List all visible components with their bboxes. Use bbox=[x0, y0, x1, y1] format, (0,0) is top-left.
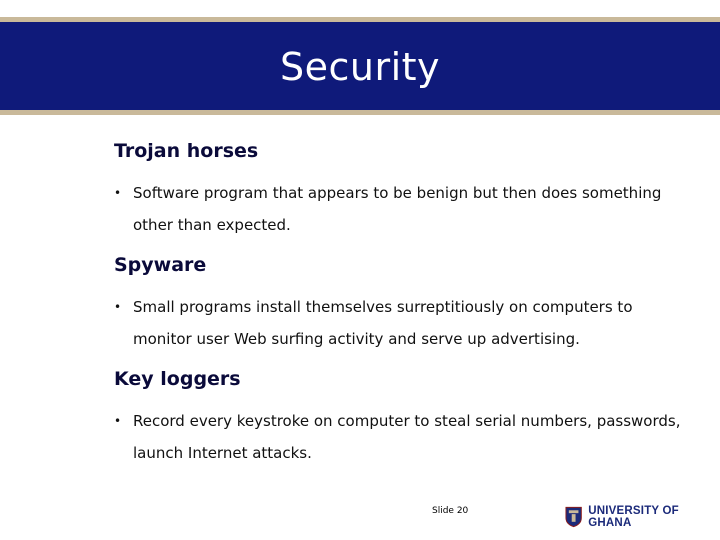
crest-icon bbox=[565, 506, 582, 528]
bullet-text: Software program that appears to be benign but then does something other than expected. bbox=[133, 184, 662, 234]
bullet-text: Record every keystroke on computer to steal serial numbers, passwords, launch Internet attacks. bbox=[133, 412, 681, 462]
university-logo bbox=[565, 503, 720, 531]
title-band bbox=[0, 22, 720, 110]
bullet-item bbox=[114, 177, 684, 241]
university-name: UNIVERSITY OF GHANA bbox=[588, 505, 679, 529]
section-heading-key-loggers: Key loggers bbox=[114, 368, 241, 390]
bullet-dot-icon: • bbox=[114, 414, 122, 428]
slide-number: Slide 20 bbox=[432, 506, 469, 516]
bullet-item bbox=[114, 291, 684, 355]
bullet-dot-icon: • bbox=[114, 300, 122, 314]
bullet-item bbox=[114, 405, 684, 469]
slide-title: Security bbox=[279, 45, 441, 89]
bullet-text: Small programs install themselves surreptitiously on computers to monitor user Web surfing activity and serve up advertising. bbox=[133, 298, 633, 348]
bullet-dot-icon: • bbox=[114, 186, 122, 200]
title-band-trim-bottom bbox=[0, 110, 720, 115]
section-heading-trojan-horses: Trojan horses bbox=[114, 140, 259, 162]
section-heading-spyware: Spyware bbox=[114, 254, 207, 276]
